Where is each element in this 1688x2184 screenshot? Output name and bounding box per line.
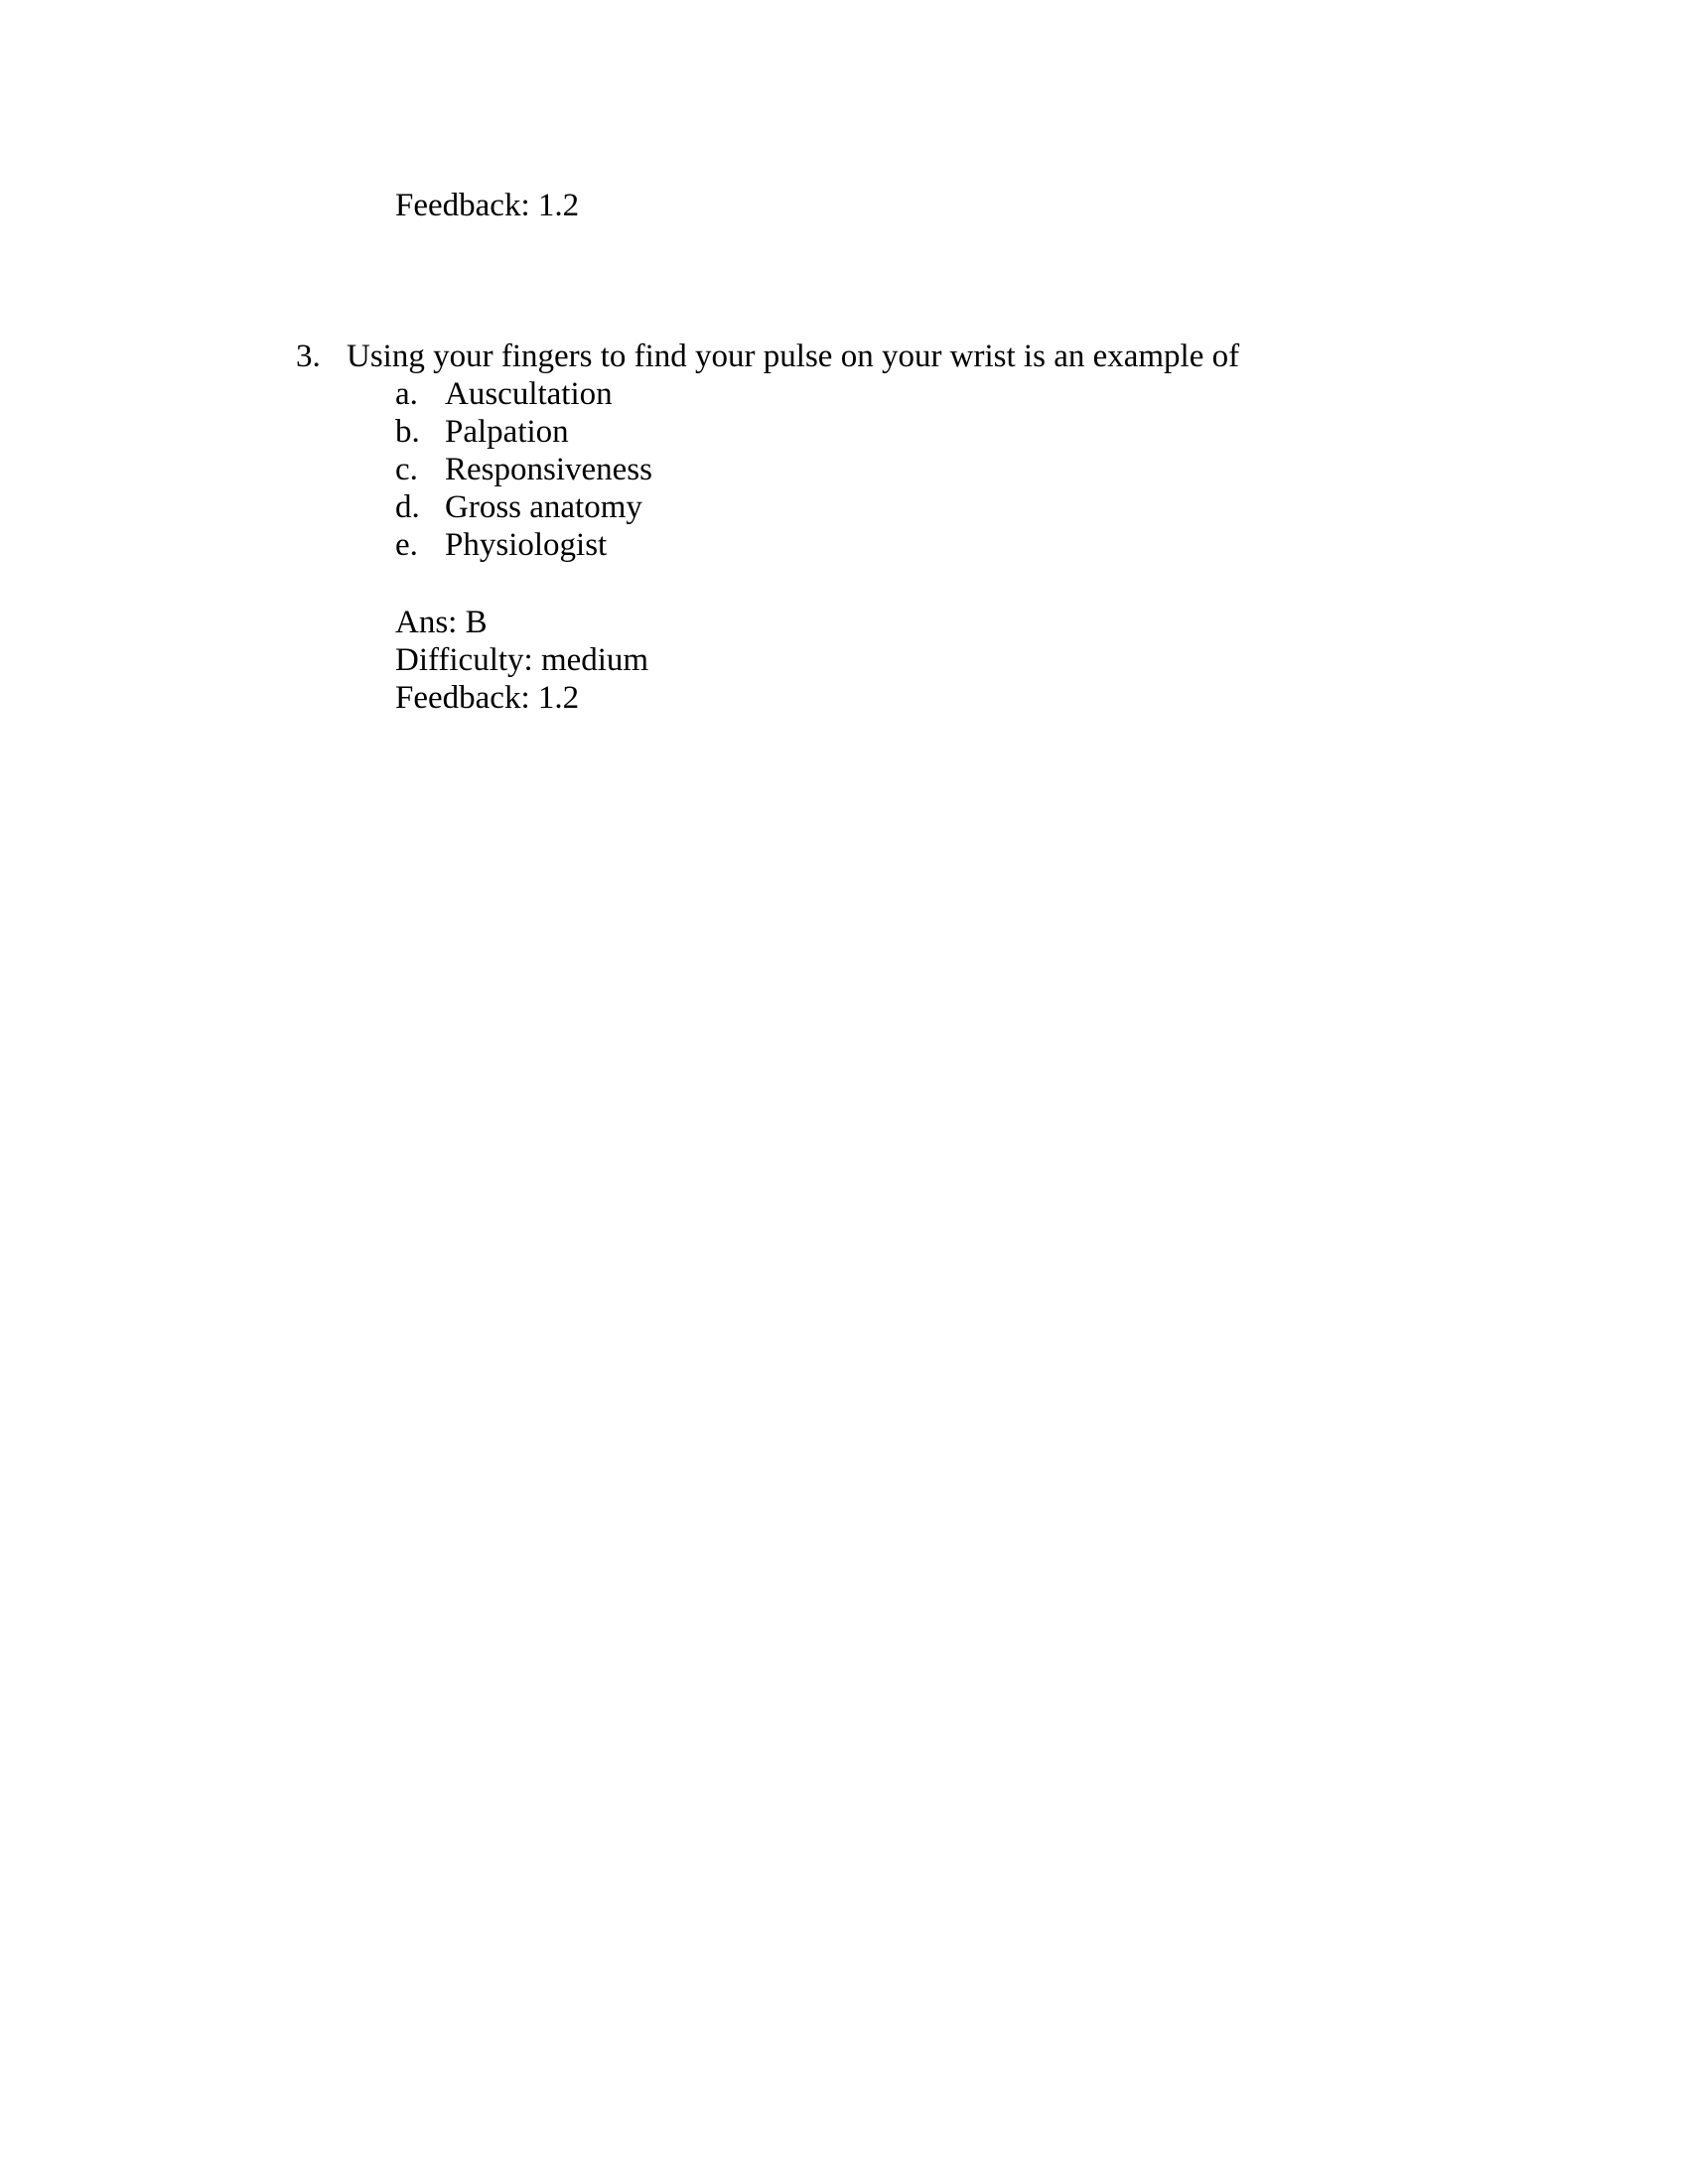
option-letter: b. <box>395 414 420 450</box>
question-number: 3. <box>296 339 321 374</box>
option-letter: d. <box>395 489 420 525</box>
difficulty-line: Difficulty: medium <box>395 642 649 678</box>
option-text: Gross anatomy <box>445 489 642 525</box>
option-letter: a. <box>395 376 418 412</box>
answer-line: Ans: B <box>395 605 488 640</box>
option-text: Palpation <box>445 414 569 450</box>
previous-question-feedback: Feedback: 1.2 <box>395 188 580 223</box>
option-text: Auscultation <box>445 376 613 412</box>
option-letter: e. <box>395 527 418 563</box>
option-text: Physiologist <box>445 527 608 563</box>
answer-block <box>395 604 648 717</box>
option-letter: c. <box>395 452 418 487</box>
question-text: Using your fingers to find your pulse on your wrist is an example of <box>347 339 1240 374</box>
option-text: Responsiveness <box>445 452 652 487</box>
feedback-line: Feedback: 1.2 <box>395 680 580 716</box>
